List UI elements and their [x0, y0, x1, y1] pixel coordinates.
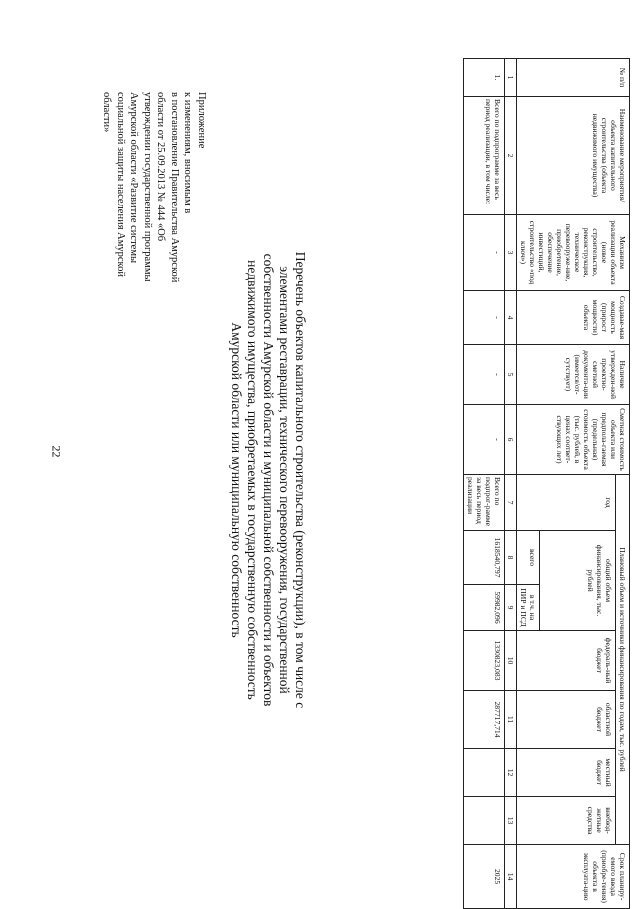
cell-name: Всего по подпрограмме за весь период реализации, в том числе:	[464, 97, 505, 215]
header-name: Наименование мероприятия/объекта капитального строительства (объекта недвижимого имущества)	[517, 97, 630, 215]
column-number: 10	[505, 631, 517, 691]
header-psd: Наличие утвержден-ной проектно-сметной документа-ции (имеется/от-сутствует)	[517, 345, 630, 405]
appendix-block	[100, 92, 208, 322]
appendix-line: в постановление Правительства Амурской	[169, 92, 180, 283]
cell-total-all: 1618540,797	[464, 531, 505, 585]
header-num: № п/п	[517, 59, 630, 97]
header-federal: федераль-ный бюджет	[517, 631, 616, 691]
column-number: 11	[505, 691, 517, 749]
header-extra: внебюд-жетные средства	[517, 797, 616, 845]
column-number: 3	[505, 215, 517, 291]
header-year: год	[517, 475, 616, 531]
column-number: 13	[505, 797, 517, 845]
appendix-line: социальной защиты населения Амурской	[115, 92, 126, 277]
column-number: 14	[505, 845, 517, 909]
column-number: 6	[505, 405, 517, 475]
cell-regional: 287717,714	[464, 691, 505, 749]
appendix-line: Приложение	[196, 92, 207, 149]
header-total-group: общий объем финансирования, тыс. рублей	[540, 531, 616, 631]
header-capacity: Создавае-мая мощность (прирост мощности) объекта	[517, 291, 630, 345]
cell-local	[464, 749, 505, 797]
column-number: 4	[505, 291, 517, 345]
cell-cost: -	[464, 405, 505, 475]
cell-capacity: -	[464, 291, 505, 345]
appendix-line: области от 25.09.2013 № 444 «Об	[155, 92, 167, 242]
appendix-line: утверждении государственной программы	[142, 92, 153, 282]
appendix-line: Амурской области «Развитие системы	[128, 92, 140, 264]
appendix-line: к изменениям, вносимым в	[182, 92, 194, 214]
cell-mechanism: -	[464, 215, 505, 291]
cell-year: Всего по подпрог-рамме за весь период реализации	[464, 475, 505, 531]
cell-deadline: 2025	[464, 845, 505, 909]
column-number: 1	[505, 59, 517, 97]
cell-psd: -	[464, 345, 505, 405]
cell-num: 1.	[464, 59, 505, 97]
cell-federal: 1330823,083	[464, 631, 505, 691]
header-mechanism: Механизм реализации объекта (новое строительство, реконструкция, техническое перевооруже-ние, приобретение, обеспечение инвестиций, строительство «под ключ»)	[517, 215, 630, 291]
document-title: Перечень объектов капитального строительства (реконструкции), в том числе с элементами реставрации, технического перевооружения, государственной собственности Амурской области и муниципальной собственности и объектов недвижимого имущества, приобретаемых в государственную собственность Амурской области или муниципальную собственность	[229, 251, 308, 709]
column-number: 2	[505, 97, 517, 215]
header-planned: Плановый объем и источники финансирования по годам, тыс. рублей	[616, 475, 630, 845]
column-number: 5	[505, 345, 517, 405]
cell-total-pir: 59982,096	[464, 585, 505, 631]
column-number: 12	[505, 749, 517, 797]
appendix-line: области»	[101, 92, 113, 133]
header-total-all: всего	[517, 531, 540, 585]
financing-table	[463, 58, 630, 909]
cell-extra	[464, 797, 505, 845]
header-cost: Сметная стоимость объекта или предпола-гаемая (предельная) стоимость объекта (тыс. рублей, в ценах соответ-ствующих лет)	[517, 405, 630, 475]
header-deadline: Срок планиру-емого ввода (приобре-тения) объекта в эксплуата-цию	[517, 845, 630, 909]
page-number: 22	[49, 445, 64, 458]
column-number: 8	[505, 531, 517, 585]
column-number: 7	[505, 475, 517, 531]
header-regional: областной бюджет	[517, 691, 616, 749]
table-row	[464, 59, 505, 909]
header-local: местный бюджет	[517, 749, 616, 797]
header-total-pir: в т.ч. на ПИР и ПСД	[517, 585, 540, 631]
column-number: 9	[505, 585, 517, 631]
